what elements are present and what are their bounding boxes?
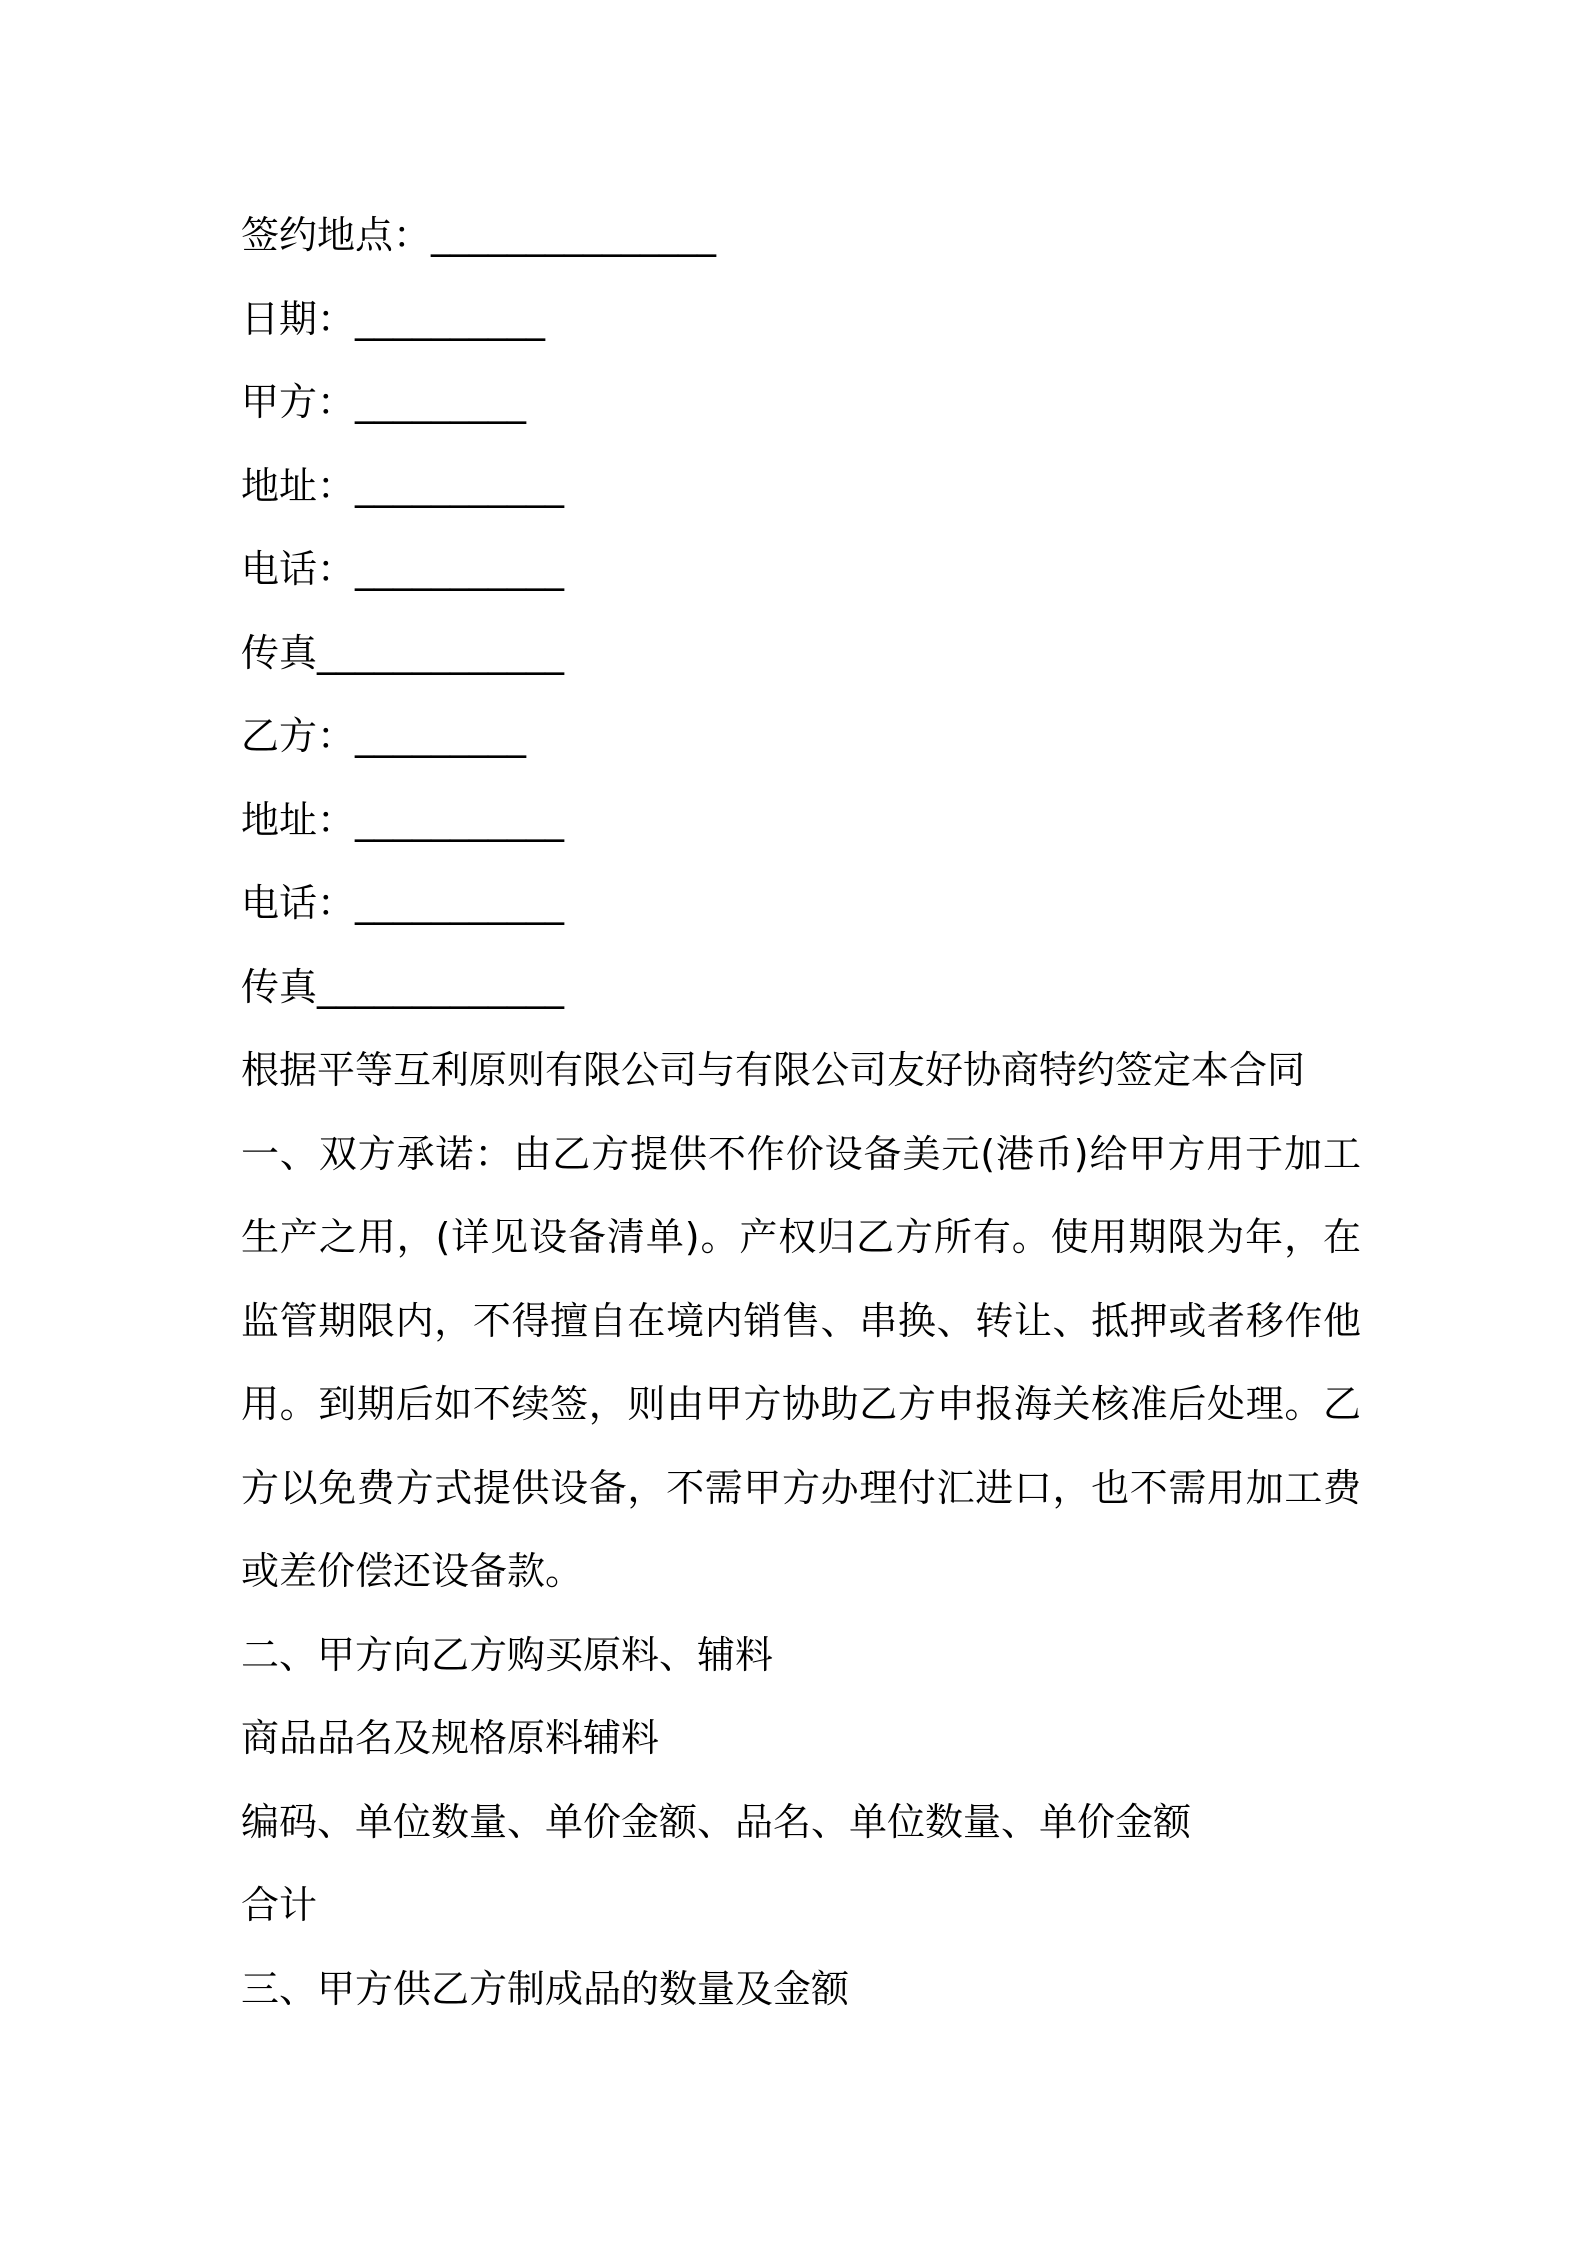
clause-1-paragraph: 一、双方承诺：由乙方提供不作价设备美元(港币)给甲方用于加工生产之用，(详见设备清单)。产权归乙方所有。使用期限为年，在监管期限内，不得擅自在境内销售、串换、转让、抵押或者移作他用。到期后如不续签，则由甲方协助乙方申报海关核准后处理。乙方以免费方式提供设备，不需甲方办理付汇进口，也不需用加工费或差价偿还设备款。 [241,1131,1361,1593]
party-a-fax-field: 传真_____________ [241,630,565,675]
clause-2-table-header-1: 商品品名及规格原料辅料 [241,1716,660,1760]
clause-2-table-header-2: 编码、单位数量、单价金额、品名、单位数量、单价金额 [241,1799,1192,1844]
party-a-field: 甲方：_________ [241,380,527,424]
intro-paragraph: 根据平等互利原则有限公司与有限公司友好协商特约签定本合同 [241,1048,1306,1092]
party-b-fax-field: 传真_____________ [241,964,565,1009]
clause-2-title: 二、甲方向乙方购买原料、辅料 [241,1632,774,1677]
party-a-phone-field: 电话：___________ [241,547,565,591]
date-field: 日期：__________ [241,296,546,341]
clause-3-title: 三、甲方供乙方制成品的数量及金额 [241,1966,850,2011]
signing-location-field: 签约地点：_______________ [241,213,717,257]
party-b-field: 乙方：_________ [241,714,527,758]
party-b-address-field: 地址：___________ [241,797,565,842]
party-a-address-field: 地址：___________ [241,463,565,508]
clause-2-total: 合计 [241,1883,318,1927]
party-b-phone-field: 电话：___________ [241,881,565,925]
